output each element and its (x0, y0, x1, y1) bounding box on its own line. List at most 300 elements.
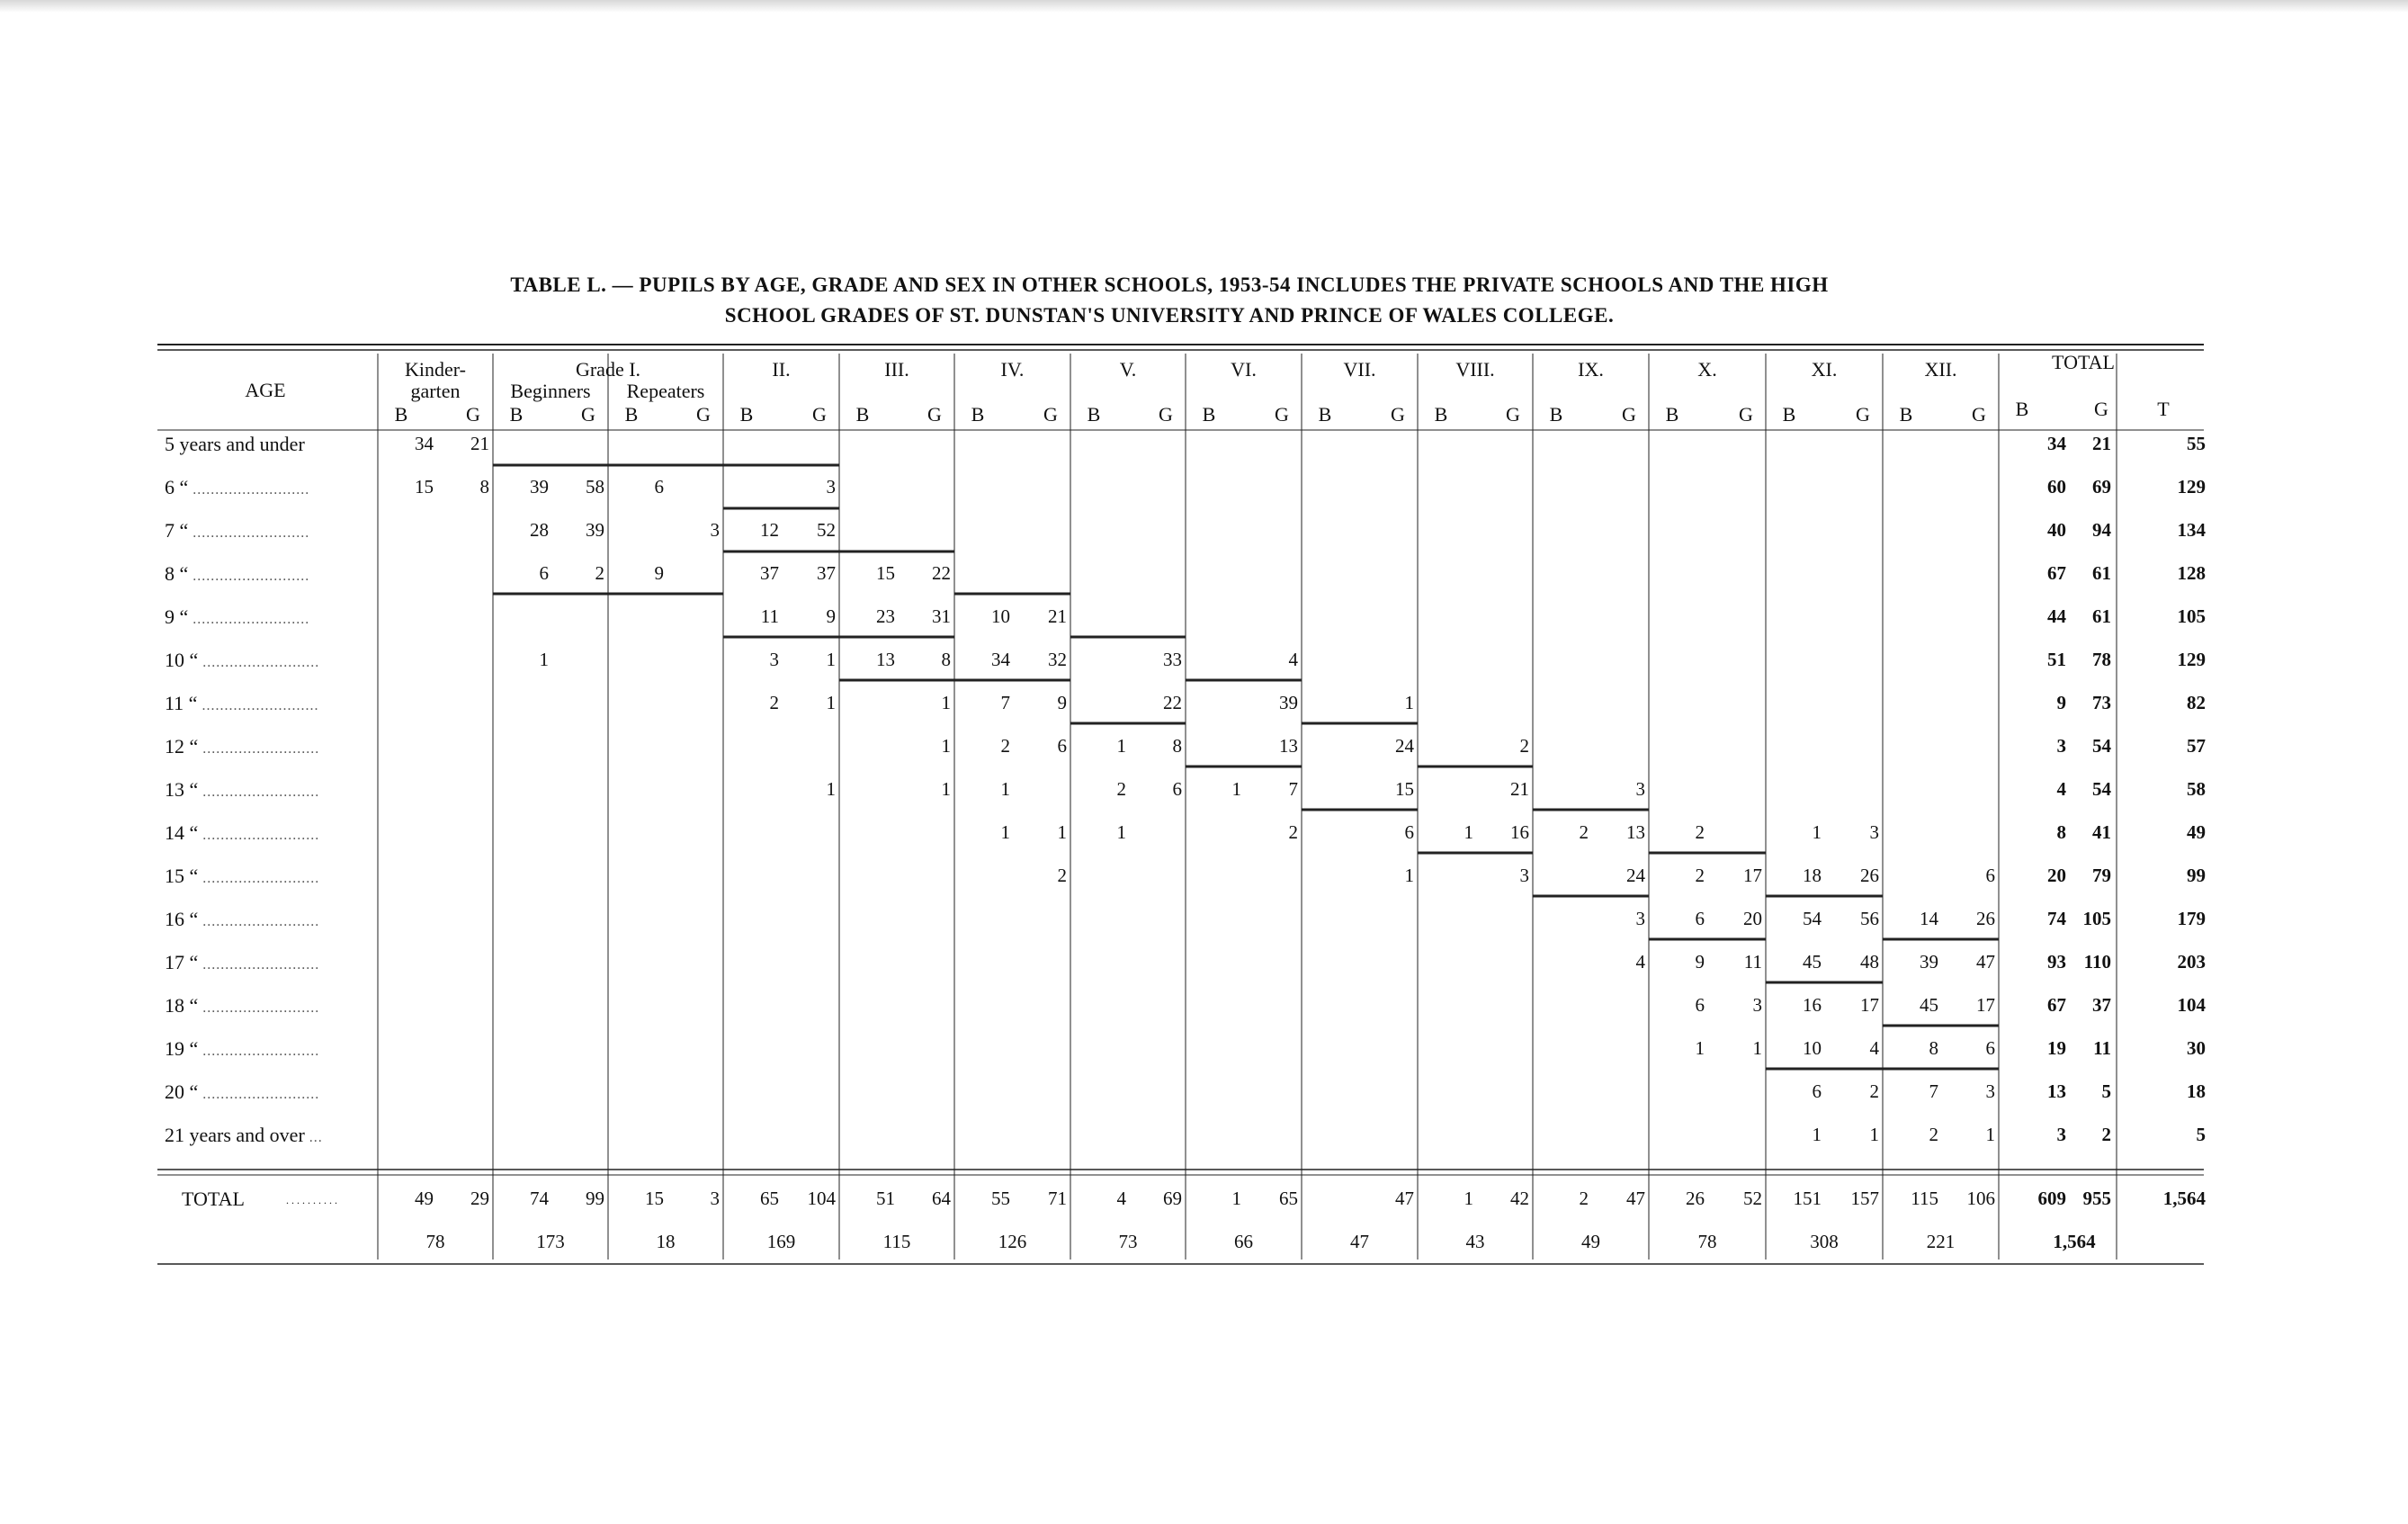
total-row-cell: 26 (1686, 1188, 1705, 1209)
total-row-cell: 65 (760, 1188, 779, 1209)
row-total-cell: 9 (2056, 692, 2066, 713)
age-cell: 37 (817, 562, 836, 584)
total-row-cell: 4 (1116, 1188, 1126, 1209)
age-cell: 1 (1752, 1037, 1762, 1059)
age-cell: 45 (1920, 994, 1938, 1016)
leader-dots: .......................... (198, 1087, 320, 1102)
age-cell: 26 (1976, 908, 1995, 929)
grand-total-cell: 1,564 (2162, 1188, 2206, 1209)
group-total-cell: 78 (1697, 1231, 1717, 1252)
age-cell: 2 (769, 692, 779, 713)
age-cell: 2 (1929, 1124, 1938, 1145)
age-label-text: 8 “ (165, 562, 189, 585)
age-cell: 3 (1635, 908, 1645, 929)
age-cell: 34 (415, 433, 434, 454)
subheader-boys: B (1087, 403, 1101, 426)
age-label-text: 13 “ (165, 778, 199, 801)
grand-total-cell: 609 (2037, 1188, 2066, 1209)
age-row-label (165, 478, 309, 498)
age-row-label (165, 910, 319, 929)
row-total-cell: 93 (2047, 951, 2066, 973)
age-cell: 47 (1976, 951, 1995, 973)
total-row-cell: 115 (1911, 1188, 1938, 1209)
age-cell: 3 (826, 476, 836, 498)
row-total-cell: 105 (2082, 908, 2111, 929)
total-row-cell: 47 (1395, 1188, 1414, 1209)
grand-total-cell: 955 (2082, 1188, 2111, 1209)
age-cell: 1 (1000, 821, 1010, 843)
total-row-cell: 71 (1048, 1188, 1067, 1209)
row-total-cell: 73 (2092, 692, 2111, 713)
age-cell: 1 (1057, 821, 1067, 843)
row-total-cell: 58 (2187, 778, 2206, 800)
age-cell: 3 (1635, 778, 1645, 800)
total-row-cell: 1 (1231, 1188, 1241, 1209)
subheader-total-girls: G (2094, 398, 2108, 420)
header-grade-12: XII. (1924, 358, 1957, 381)
age-cell: 8 (1929, 1037, 1938, 1059)
age-cell: 1 (1869, 1124, 1879, 1145)
total-row-cell: 42 (1510, 1188, 1529, 1209)
age-row-label (165, 521, 309, 541)
age-cell: 1 (1812, 821, 1822, 843)
subheader-boys: B (971, 403, 985, 426)
subheader-girls: G (1622, 403, 1636, 426)
row-total-cell: 37 (2092, 994, 2111, 1016)
row-total-cell: 134 (2177, 519, 2206, 541)
total-row-cell: 151 (1793, 1188, 1822, 1209)
group-total-cell: 49 (1581, 1231, 1600, 1252)
age-cell: 1 (1695, 1037, 1705, 1059)
row-total-cell: 2 (2101, 1124, 2111, 1145)
row-total-cell: 21 (2092, 433, 2111, 454)
leader-dots: .......................... (198, 828, 320, 843)
age-cell: 52 (817, 519, 836, 541)
row-total-cell: 179 (2177, 908, 2206, 929)
total-row-label: TOTAL (182, 1188, 245, 1210)
subheader-girls: G (1275, 403, 1289, 426)
row-total-cell: 104 (2177, 994, 2206, 1016)
age-cell: 21 (470, 433, 489, 454)
header-grade-5: V. (1119, 358, 1137, 381)
total-row-cell: 2 (1579, 1188, 1589, 1209)
row-total-cell: 49 (2187, 821, 2206, 843)
age-cell: 21 (1048, 605, 1067, 627)
row-total-cell: 41 (2092, 821, 2111, 843)
age-label-text: 7 “ (165, 519, 189, 542)
group-total-cell: 126 (998, 1231, 1027, 1252)
group-total-cell: 221 (1926, 1231, 1956, 1252)
row-total-cell: 94 (2092, 519, 2111, 541)
subheader-girls: G (1739, 403, 1753, 426)
age-cell: 6 (1985, 865, 1995, 886)
age-cell: 17 (1976, 994, 1995, 1016)
age-row-label (165, 650, 319, 670)
age-cell: 21 (1510, 778, 1529, 800)
age-cell: 10 (991, 605, 1010, 627)
group-total-cell: 47 (1350, 1231, 1369, 1252)
row-total-cell: 129 (2177, 476, 2206, 498)
age-cell: 45 (1803, 951, 1822, 973)
leader-dots: .......................... (198, 1000, 320, 1016)
row-total-cell: 110 (2083, 951, 2111, 973)
age-cell: 26 (1860, 865, 1879, 886)
row-total-cell: 60 (2047, 476, 2066, 498)
age-cell: 1 (1231, 778, 1241, 800)
row-total-cell: 11 (2093, 1037, 2111, 1059)
age-cell: 1 (1000, 778, 1010, 800)
row-total-cell: 51 (2047, 649, 2066, 670)
row-total-cell: 67 (2047, 562, 2066, 584)
age-row-label (165, 953, 319, 973)
age-cell: 56 (1860, 908, 1879, 929)
age-cell: 6 (1695, 908, 1705, 929)
subheader-boys: B (1202, 403, 1216, 426)
row-total-cell: 3 (2056, 735, 2066, 757)
age-label-text: 5 years and under (165, 433, 305, 455)
age-cell: 33 (1163, 649, 1182, 670)
age-cell: 1 (1404, 692, 1414, 713)
age-row-label (165, 1082, 319, 1102)
age-cell: 1 (826, 692, 836, 713)
age-cell: 6 (539, 562, 549, 584)
age-cell: 14 (1920, 908, 1938, 929)
header-grade-11: XI. (1811, 358, 1838, 381)
subheader-girls: G (812, 403, 827, 426)
age-cell: 31 (932, 605, 951, 627)
group-total-cell: 169 (766, 1231, 796, 1252)
age-cell: 1 (1116, 821, 1126, 843)
row-total-cell: 69 (2092, 476, 2111, 498)
header-kindergarten: Kinder- (405, 358, 466, 381)
age-cell: 3 (1985, 1080, 1995, 1102)
age-label-text: 19 “ (165, 1037, 199, 1060)
age-cell: 16 (1510, 821, 1529, 843)
age-cell: 1 (941, 692, 951, 713)
row-total-cell: 74 (2047, 908, 2066, 929)
row-total-cell: 30 (2187, 1037, 2206, 1059)
age-cell: 1 (826, 778, 836, 800)
header-beginners: Beginners (510, 380, 591, 402)
group-total-cell: 66 (1234, 1231, 1253, 1252)
age-cell: 2 (595, 562, 604, 584)
age-cell: 15 (1395, 778, 1414, 800)
leader-dots: ... (304, 1130, 323, 1145)
age-row-label (165, 1039, 319, 1059)
total-row-cell: 64 (932, 1188, 951, 1209)
age-cell: 15 (415, 476, 434, 498)
age-label-text: 15 “ (165, 865, 199, 887)
age-row-label (165, 780, 319, 800)
age-label-text: 16 “ (165, 908, 199, 930)
subheader-boys: B (1318, 403, 1332, 426)
row-total-cell: 4 (2056, 778, 2066, 800)
age-cell: 2 (1869, 1080, 1879, 1102)
group-total-cell: 43 (1465, 1231, 1485, 1252)
age-cell: 2 (1288, 821, 1298, 843)
row-total-cell: 18 (2187, 1080, 2206, 1102)
age-cell: 1 (539, 649, 549, 670)
row-total-cell: 82 (2187, 692, 2206, 713)
header-grade-1: Grade I. (575, 358, 641, 381)
subheader-girls: G (696, 403, 711, 426)
age-cell: 24 (1626, 865, 1645, 886)
header-age: AGE (245, 379, 286, 401)
total-row-cell: 3 (710, 1188, 720, 1209)
header-repeaters: Repeaters (626, 380, 705, 402)
leader-dots: .......................... (188, 482, 310, 498)
row-total-cell: 19 (2047, 1037, 2066, 1059)
age-cell: 11 (1743, 951, 1762, 973)
row-total-cell: 34 (2047, 433, 2066, 454)
subheader-boys: B (1549, 403, 1563, 426)
age-cell: 13 (1279, 735, 1298, 757)
subheader-boys: B (739, 403, 754, 426)
age-cell: 1 (826, 649, 836, 670)
age-row-label (165, 1125, 323, 1145)
age-cell: 1 (1404, 865, 1414, 886)
age-cell: 11 (760, 605, 779, 627)
subheader-girls: G (466, 403, 480, 426)
row-total-cell: 13 (2047, 1080, 2066, 1102)
total-row-cell: 51 (876, 1188, 895, 1209)
age-cell: 58 (586, 476, 604, 498)
age-cell: 18 (1803, 865, 1822, 886)
leader-dots: .......................... (198, 914, 320, 929)
age-cell: 3 (1869, 821, 1879, 843)
subheader-girls: G (581, 403, 595, 426)
age-label-text: 6 “ (165, 476, 189, 498)
age-cell: 8 (479, 476, 489, 498)
age-label-text: 17 “ (165, 951, 199, 973)
row-total-cell: 5 (2101, 1080, 2111, 1102)
age-row-label (165, 564, 309, 584)
age-label-text: 21 years and over (165, 1124, 305, 1146)
group-total-cell: 1,564 (2053, 1231, 2096, 1252)
age-cell: 2 (1000, 735, 1010, 757)
row-total-cell: 54 (2092, 735, 2111, 757)
age-cell: 12 (760, 519, 779, 541)
age-row-label (165, 694, 318, 713)
leader-dots: .......................... (198, 957, 320, 973)
subheader-boys: B (1782, 403, 1796, 426)
age-row-label (165, 435, 305, 454)
age-cell: 39 (1920, 951, 1938, 973)
age-cell: 37 (760, 562, 779, 584)
row-total-cell: 5 (2196, 1124, 2206, 1145)
row-total-cell: 61 (2092, 605, 2111, 627)
age-cell: 54 (1803, 908, 1822, 929)
age-cell: 23 (876, 605, 895, 627)
row-total-cell: 40 (2047, 519, 2066, 541)
subheader-boys: B (394, 403, 408, 426)
row-total-cell: 78 (2092, 649, 2111, 670)
age-cell: 4 (1288, 649, 1298, 670)
age-cell: 3 (1752, 994, 1762, 1016)
total-row-dots: . . . . . . . . . . (286, 1194, 337, 1206)
header-grade-10: X. (1697, 358, 1717, 381)
group-total-cell: 73 (1118, 1231, 1138, 1252)
total-row-cell: 1 (1464, 1188, 1473, 1209)
header-grade-9: IX. (1578, 358, 1604, 381)
age-cell: 34 (991, 649, 1010, 670)
age-cell: 48 (1860, 951, 1879, 973)
age-cell: 20 (1743, 908, 1762, 929)
age-cell: 1 (1116, 735, 1126, 757)
subheader-boys: B (1434, 403, 1448, 426)
age-row-label (165, 607, 309, 627)
group-total-cell: 173 (536, 1231, 565, 1252)
total-row-cell: 29 (470, 1188, 489, 1209)
age-cell: 7 (1929, 1080, 1938, 1102)
table-title-line-1: TABLE L. — PUPILS BY AGE, GRADE AND SEX IN OTHER SCHOOLS, 1953-54 INCLUDES THE PRIVATE SCHOOLS AND THE HIGH (510, 273, 1829, 296)
row-total-cell: 79 (2092, 865, 2111, 886)
subheader-boys: B (509, 403, 524, 426)
subheader-boys: B (855, 403, 870, 426)
age-row-label (165, 866, 319, 886)
age-cell: 1 (1812, 1124, 1822, 1145)
row-total-cell: 105 (2177, 605, 2206, 627)
row-total-cell: 54 (2092, 778, 2111, 800)
leader-dots: .......................... (198, 871, 320, 886)
age-row-label (165, 996, 319, 1016)
age-cell: 6 (654, 476, 664, 498)
row-total-cell: 99 (2187, 865, 2206, 886)
total-row-cell: 65 (1279, 1188, 1298, 1209)
row-total-cell: 203 (2177, 951, 2206, 973)
total-row-cell: 52 (1743, 1188, 1762, 1209)
age-cell: 3 (710, 519, 720, 541)
age-cell: 2 (1579, 821, 1589, 843)
header-grade-3: III. (884, 358, 909, 381)
leader-dots: .......................... (198, 741, 320, 757)
subheader-boys: B (1899, 403, 1913, 426)
leader-dots: .......................... (198, 655, 320, 670)
age-cell: 17 (1860, 994, 1879, 1016)
row-total-cell: 3 (2056, 1124, 2066, 1145)
age-cell: 2 (1057, 865, 1067, 886)
subheader-girls: G (1972, 403, 1986, 426)
header-grade-2: II. (772, 358, 791, 381)
age-cell: 6 (1812, 1080, 1822, 1102)
group-total-cell: 115 (882, 1231, 911, 1252)
age-cell: 4 (1869, 1037, 1879, 1059)
age-cell: 2 (1695, 865, 1705, 886)
age-row-label (165, 737, 319, 757)
age-label-text: 12 “ (165, 735, 199, 758)
group-total-cell: 18 (656, 1231, 676, 1252)
age-cell: 3 (769, 649, 779, 670)
total-row-cell: 104 (807, 1188, 836, 1209)
subheader-boys: B (624, 403, 639, 426)
total-row-cell: 99 (586, 1188, 604, 1209)
age-cell: 32 (1048, 649, 1067, 670)
total-row-cell: 106 (1966, 1188, 1995, 1209)
row-total-cell: 61 (2092, 562, 2111, 584)
leader-dots: .......................... (188, 569, 310, 584)
age-cell: 15 (876, 562, 895, 584)
row-total-cell: 57 (2187, 735, 2206, 757)
age-cell: 16 (1803, 994, 1822, 1016)
age-cell: 1 (941, 778, 951, 800)
age-cell: 8 (1172, 735, 1182, 757)
age-cell: 1 (941, 735, 951, 757)
age-cell: 17 (1743, 865, 1762, 886)
subheader-boys: B (1665, 403, 1679, 426)
leader-dots: .......................... (198, 784, 320, 800)
table-title-line-2: SCHOOL GRADES OF ST. DUNSTAN'S UNIVERSITY AND PRINCE OF WALES COLLEGE. (724, 304, 1615, 327)
age-cell: 6 (1172, 778, 1182, 800)
age-cell: 2 (1116, 778, 1126, 800)
age-label-text: 20 “ (165, 1080, 199, 1103)
age-cell: 39 (1279, 692, 1298, 713)
subheader-girls: G (1159, 403, 1173, 426)
age-label-text: 14 “ (165, 821, 199, 844)
age-cell: 6 (1985, 1037, 1995, 1059)
subheader-girls: G (1391, 403, 1405, 426)
subheader-girls: G (927, 403, 942, 426)
subheader-girls: G (1856, 403, 1870, 426)
age-cell: 22 (932, 562, 951, 584)
header-grade-6: VI. (1231, 358, 1257, 381)
age-cell: 9 (1695, 951, 1705, 973)
leader-dots: .......................... (188, 525, 310, 541)
header-grade-4: IV. (1000, 358, 1025, 381)
age-cell: 13 (876, 649, 895, 670)
total-row-cell: 74 (530, 1188, 549, 1209)
header-grade-8: VIII. (1455, 358, 1495, 381)
group-total-cell: 308 (1810, 1231, 1839, 1252)
subheader-girls: G (1043, 403, 1058, 426)
row-total-cell: 128 (2177, 562, 2206, 584)
age-cell: 7 (1000, 692, 1010, 713)
age-cell: 6 (1057, 735, 1067, 757)
total-row-cell: 55 (991, 1188, 1010, 1209)
row-total-cell: 8 (2056, 821, 2066, 843)
total-row-cell: 49 (415, 1188, 434, 1209)
total-row-cell: 47 (1626, 1188, 1645, 1209)
header-total: TOTAL (2052, 351, 2115, 373)
group-total-cell: 78 (425, 1231, 445, 1252)
age-label-text: 11 “ (165, 692, 198, 714)
total-row-cell: 157 (1850, 1188, 1879, 1209)
leader-dots: .......................... (188, 612, 310, 627)
age-cell: 2 (1519, 735, 1529, 757)
row-total-cell: 129 (2177, 649, 2206, 670)
age-cell: 9 (654, 562, 664, 584)
age-cell: 1 (1985, 1124, 1995, 1145)
age-label-text: 9 “ (165, 605, 189, 628)
age-cell: 2 (1695, 821, 1705, 843)
age-cell: 4 (1635, 951, 1645, 973)
row-total-cell: 20 (2047, 865, 2066, 886)
subheader-total-all: T (2157, 398, 2170, 420)
row-total-cell: 55 (2187, 433, 2206, 454)
row-total-cell: 44 (2047, 605, 2066, 627)
age-cell: 13 (1626, 821, 1645, 843)
age-cell: 3 (1519, 865, 1529, 886)
age-cell: 1 (1464, 821, 1473, 843)
total-row-cell: 15 (645, 1188, 664, 1209)
header-kindergarten-2: garten (410, 380, 461, 402)
row-total-cell: 67 (2047, 994, 2066, 1016)
age-cell: 28 (530, 519, 549, 541)
header-grade-7: VII. (1343, 358, 1376, 381)
leader-dots: .......................... (197, 698, 319, 713)
age-cell: 6 (1695, 994, 1705, 1016)
age-cell: 39 (530, 476, 549, 498)
age-cell: 24 (1395, 735, 1414, 757)
